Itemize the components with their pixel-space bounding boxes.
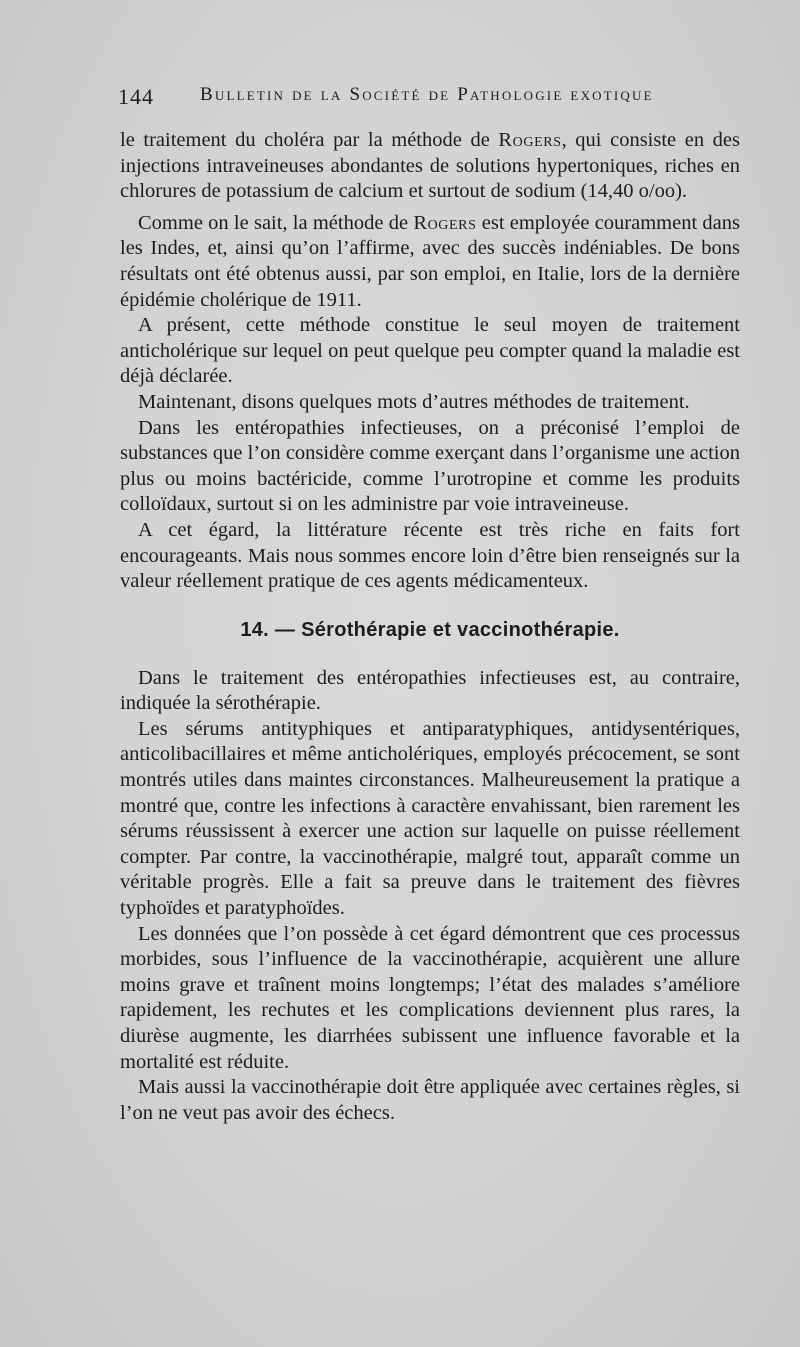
- paragraph-literature: [120, 518, 740, 595]
- paragraph-text: Dans les entéropathies infectieuses, on a préconisé l’emploi de substances que l’on considère comme exerçant dans l’organisme une action plus ou moins bactéricide, comme l’urotropine et comme les produits colloïdaux, surtout si on les administre par voie intraveineuse.: [120, 416, 740, 516]
- page-header: [118, 84, 653, 124]
- paragraph-text: est employée couramment dans les Indes, et, ainsi qu’on l’affirme, avec des succès indéniables. De bons résultats ont été obtenus aussi, par son emploi, en Italie, lors de la dernière épidémie cholérique de 1911.: [120, 211, 740, 311]
- paragraph-present-method: [120, 313, 740, 390]
- page-body: [120, 128, 740, 1126]
- paragraph-text: Les données que l’on possède à cet égard démontrent que ces processus morbides, sous l’influence de la vaccinothérapie, acquièrent une allure moins grave et traînent moins longtemps; l’état des malades s’améliore rapidement, les rechutes et les complications deviennent plus rares, la diurèse augmente, les diarrhées subissent une influence favorable et la mortalité est réduite.: [120, 922, 740, 1073]
- paragraph-text: A présent, cette méthode constitue le seul moyen de traitement anticholérique sur lequel on peut quelque peu compter quand la maladie est déjà déclarée.: [120, 314, 740, 388]
- author-name-rogers: Rogers: [413, 211, 477, 234]
- paragraph-text: A cet égard, la littérature récente est très riche en faits fort encourageants. Mais nous sommes encore loin d’être bien renseignés sur la valeur réellement pratique de ces agents médicamenteux.: [120, 518, 740, 593]
- paragraph-text: Dans le traitement des entéropathies infectieuses est, au contraire, indiquée la sérothérapie.: [120, 666, 740, 715]
- paragraph-serums: [120, 717, 740, 922]
- paragraph-rogers-india: [120, 211, 740, 313]
- section-heading: [120, 619, 740, 642]
- paragraph-rogers-method: [120, 128, 740, 205]
- paragraph-data: [120, 922, 740, 1076]
- paragraph-text: Comme on le sait, la méthode de: [138, 211, 414, 234]
- paragraph-text: , qui consiste en des injections intraveineuses abondantes de solutions hypertoniques, riches en chlorures de potassium de calcium et surtout de sodium (14,40 o/oo).: [120, 129, 741, 203]
- author-name-rogers: Rogers: [498, 129, 562, 151]
- paragraph-text: Mais aussi la vaccinothérapie doit être appliquée avec certaines règles, si l’on ne veut pas avoir des échecs.: [120, 1076, 740, 1124]
- paragraph-text: le traitement du choléra par la méthode de: [120, 129, 499, 151]
- paragraph-rules: [120, 1075, 740, 1126]
- paragraph-serotherapy: [120, 666, 740, 717]
- paragraph-text: Maintenant, disons quelques mots d’autres méthodes de traitement.: [138, 390, 690, 413]
- section-dash: —: [274, 618, 296, 641]
- section-number: 14.: [240, 618, 270, 641]
- running-title: Bulletin de la Société de Pathologie exotique: [200, 84, 654, 105]
- section-title: Sérothérapie et vaccinothérapie.: [301, 618, 620, 641]
- paragraph-other-methods: [120, 390, 740, 416]
- page-number: 144: [118, 84, 154, 109]
- paragraph-text: Les sérums antityphiques et antiparatyphiques, antidysentériques, anticolibacillaires et même anticholériques, employés précocement, se sont montrés utiles dans maintes circonstances. Malheureusement la pratique a montré que, contre les infections à caractère envahissant, bien rarement les sérums réussissent à exercer une action sur laquelle on puisse réellement compter. Par contre, la vaccinothérapie, malgré tout, apparaît comme un véritable progrès. Elle a fait sa preuve dans le traitement des fièvres typhoïdes et paratyphoïdes.: [120, 717, 740, 920]
- paragraph-enteropathies: [120, 416, 740, 518]
